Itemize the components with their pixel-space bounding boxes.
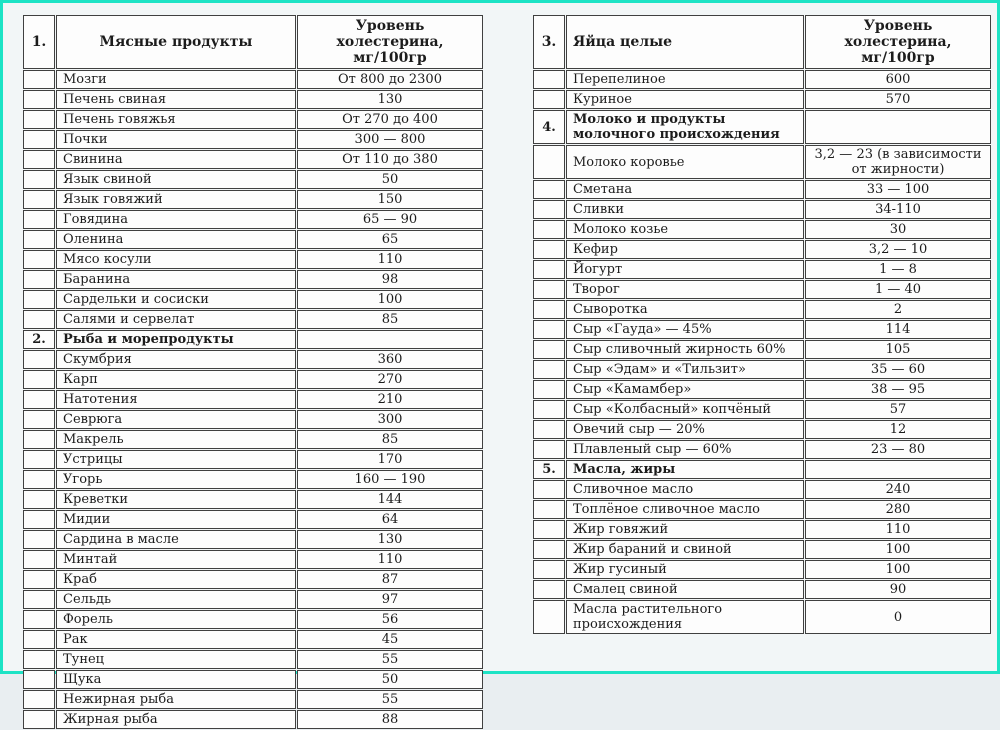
- cell-name: Сметана: [566, 180, 804, 199]
- cell-value: 130: [297, 530, 483, 549]
- cell-name: Мидии: [56, 510, 296, 529]
- cell-num: [533, 360, 565, 379]
- cell-name: Макрель: [56, 430, 296, 449]
- cell-num: 2.: [23, 330, 55, 349]
- cell-name: Натотения: [56, 390, 296, 409]
- cell-name: Куриное: [566, 90, 804, 109]
- cell-num: [23, 550, 55, 569]
- table-row-item: [533, 220, 991, 239]
- cell-value: 1 — 8: [805, 260, 991, 279]
- cell-num: [23, 270, 55, 289]
- cell-name: Сыр сливочный жирность 60%: [566, 340, 804, 359]
- cell-value: 55: [297, 650, 483, 669]
- cell-value: От 110 до 380: [297, 150, 483, 169]
- cell-name: Плавленый сыр — 60%: [566, 440, 804, 459]
- cell-num: [23, 170, 55, 189]
- cell-num: [533, 600, 565, 634]
- table-row-item: [533, 500, 991, 519]
- table-body-right: [533, 15, 991, 634]
- table-row-item: [23, 670, 483, 689]
- table-row-item: [533, 240, 991, 259]
- cell-name: Масла, жиры: [566, 460, 804, 479]
- cell-num: [533, 200, 565, 219]
- cell-name: Мясные продукты: [56, 15, 296, 69]
- table-row-header: [533, 15, 991, 69]
- cell-value: 34-110: [805, 200, 991, 219]
- cell-name: Жир говяжий: [566, 520, 804, 539]
- cell-num: [533, 340, 565, 359]
- cell-name: Печень свиная: [56, 90, 296, 109]
- cell-value: 210: [297, 390, 483, 409]
- cell-num: [533, 380, 565, 399]
- cell-value: 65: [297, 230, 483, 249]
- cell-num: [533, 260, 565, 279]
- cell-name: Мозги: [56, 70, 296, 89]
- table-row-item: [23, 290, 483, 309]
- cell-name: Карп: [56, 370, 296, 389]
- table-row-item: [23, 710, 483, 729]
- cell-num: [533, 320, 565, 339]
- cell-num: [533, 520, 565, 539]
- table-row-item: [533, 260, 991, 279]
- cell-name: Овечий сыр — 20%: [566, 420, 804, 439]
- cell-value: 144: [297, 490, 483, 509]
- cell-num: [23, 90, 55, 109]
- cell-num: [23, 590, 55, 609]
- cell-value: 110: [297, 550, 483, 569]
- table-row-category: [533, 460, 991, 479]
- table-row-item: [23, 270, 483, 289]
- table-row-item: [533, 480, 991, 499]
- cell-name: Жир гусиный: [566, 560, 804, 579]
- cell-num: [533, 420, 565, 439]
- cell-num: [533, 240, 565, 259]
- cell-num: [23, 710, 55, 729]
- cell-name: Смалец свиной: [566, 580, 804, 599]
- cell-name: Сыворотка: [566, 300, 804, 319]
- cell-value: 45: [297, 630, 483, 649]
- cell-name: Жир бараний и свиной: [566, 540, 804, 559]
- cell-value: 130: [297, 90, 483, 109]
- cell-name: Язык свиной: [56, 170, 296, 189]
- table-row-item: [533, 90, 991, 109]
- cell-name: Форель: [56, 610, 296, 629]
- table-row-item: [23, 470, 483, 489]
- table-row-item: [23, 450, 483, 469]
- cell-name: Рыба и морепродукты: [56, 330, 296, 349]
- cell-num: [23, 210, 55, 229]
- table-row-item: [533, 300, 991, 319]
- cell-value: 88: [297, 710, 483, 729]
- cell-name: Масла растительного происхождения: [566, 600, 804, 634]
- cell-value: 570: [805, 90, 991, 109]
- table-row-item: [23, 350, 483, 369]
- cholesterol-table-eggs-dairy-fats: [532, 14, 992, 635]
- table-row-item: [23, 530, 483, 549]
- cell-num: [533, 145, 565, 179]
- cell-num: [23, 430, 55, 449]
- table-row-item: [533, 580, 991, 599]
- cell-value: 240: [805, 480, 991, 499]
- cell-name: Творог: [566, 280, 804, 299]
- cell-value: 100: [805, 540, 991, 559]
- table-row-item: [23, 210, 483, 229]
- cell-num: [23, 150, 55, 169]
- cell-name: Сыр «Эдам» и «Тильзит»: [566, 360, 804, 379]
- cell-name: Рак: [56, 630, 296, 649]
- cell-num: 5.: [533, 460, 565, 479]
- cell-value: 90: [805, 580, 991, 599]
- cell-name: Угорь: [56, 470, 296, 489]
- table-row-item: [23, 70, 483, 89]
- table-row-item: [23, 590, 483, 609]
- cell-num: [23, 650, 55, 669]
- cell-value: 56: [297, 610, 483, 629]
- cell-num: [533, 480, 565, 499]
- table-row-category: [23, 330, 483, 349]
- cell-num: [23, 290, 55, 309]
- cell-name: Севрюга: [56, 410, 296, 429]
- cell-name: Язык говяжий: [56, 190, 296, 209]
- cell-value: 12: [805, 420, 991, 439]
- table-row-item: [533, 520, 991, 539]
- cell-num: [533, 70, 565, 89]
- table-row-item: [23, 430, 483, 449]
- table-row-item: [533, 420, 991, 439]
- cell-num: [533, 180, 565, 199]
- cell-value: 55: [297, 690, 483, 709]
- cell-num: [23, 410, 55, 429]
- table-row-item: [23, 550, 483, 569]
- cell-num: [23, 570, 55, 589]
- cell-value: 100: [297, 290, 483, 309]
- cell-num: [23, 490, 55, 509]
- cell-num: 4.: [533, 110, 565, 144]
- cell-name: Скумбрия: [56, 350, 296, 369]
- table-row-item: [533, 340, 991, 359]
- table-row-item: [23, 130, 483, 149]
- cell-name: Устрицы: [56, 450, 296, 469]
- cell-value: 3,2 — 23 (в зависимости от жирности): [805, 145, 991, 179]
- table-row-item: [533, 145, 991, 179]
- table-row-item: [23, 610, 483, 629]
- table-row-item: [533, 400, 991, 419]
- cell-name: Яйца целые: [566, 15, 804, 69]
- cell-value: 57: [805, 400, 991, 419]
- cell-value: 50: [297, 170, 483, 189]
- cell-value: 85: [297, 430, 483, 449]
- cell-num: [533, 500, 565, 519]
- cell-name: Сыр «Гауда» — 45%: [566, 320, 804, 339]
- table-row-item: [23, 250, 483, 269]
- cell-name: Перепелиное: [566, 70, 804, 89]
- table-row-item: [23, 170, 483, 189]
- cell-num: [533, 90, 565, 109]
- cell-value: 65 — 90: [297, 210, 483, 229]
- cell-value: 1 — 40: [805, 280, 991, 299]
- cell-num: [23, 310, 55, 329]
- cell-name: Молоко козье: [566, 220, 804, 239]
- cell-num: [23, 350, 55, 369]
- cell-value: 23 — 80: [805, 440, 991, 459]
- table-row-item: [533, 320, 991, 339]
- table-row-item: [533, 560, 991, 579]
- cell-name: Мясо косули: [56, 250, 296, 269]
- cell-value: 0: [805, 600, 991, 634]
- cell-name: Креветки: [56, 490, 296, 509]
- cell-num: [533, 280, 565, 299]
- cell-num: [23, 610, 55, 629]
- cell-value: 105: [805, 340, 991, 359]
- cell-num: [23, 390, 55, 409]
- cell-num: [533, 580, 565, 599]
- cell-name: Жирная рыба: [56, 710, 296, 729]
- table-row-item: [533, 440, 991, 459]
- cell-value: [805, 460, 991, 479]
- cell-name: Сардина в масле: [56, 530, 296, 549]
- cell-num: [23, 250, 55, 269]
- table-row-category: [533, 110, 991, 144]
- table-row-item: [23, 690, 483, 709]
- table-row-item: [23, 570, 483, 589]
- table-row-item: [23, 230, 483, 249]
- cell-num: [23, 690, 55, 709]
- cell-value: 280: [805, 500, 991, 519]
- cell-value: 33 — 100: [805, 180, 991, 199]
- cell-value: 114: [805, 320, 991, 339]
- table-row-item: [533, 380, 991, 399]
- cell-value: 150: [297, 190, 483, 209]
- table-row-item: [23, 310, 483, 329]
- cell-value: 170: [297, 450, 483, 469]
- table-row-item: [23, 510, 483, 529]
- cell-value: 50: [297, 670, 483, 689]
- cell-name: Краб: [56, 570, 296, 589]
- table-row-item: [23, 490, 483, 509]
- cell-num: [533, 300, 565, 319]
- cell-name: Баранина: [56, 270, 296, 289]
- table-row-item: [533, 540, 991, 559]
- table-row-header: [23, 15, 483, 69]
- cell-value: 3,2 — 10: [805, 240, 991, 259]
- table-row-item: [23, 630, 483, 649]
- cholesterol-table-meat-fish: [22, 14, 484, 730]
- cell-name: Минтай: [56, 550, 296, 569]
- cell-value: 35 — 60: [805, 360, 991, 379]
- cell-name: Молоко и продукты молочного происхождения: [566, 110, 804, 144]
- cell-num: 1.: [23, 15, 55, 69]
- cell-name: Сардельки и сосиски: [56, 290, 296, 309]
- cell-name: Салями и сервелат: [56, 310, 296, 329]
- cell-value: 110: [297, 250, 483, 269]
- cell-value: 2: [805, 300, 991, 319]
- cell-value: 300: [297, 410, 483, 429]
- cell-name: Сыр «Колбасный» копчёный: [566, 400, 804, 419]
- cell-name: Сливочное масло: [566, 480, 804, 499]
- cell-name: Свинина: [56, 150, 296, 169]
- cell-name: Оленина: [56, 230, 296, 249]
- table-row-item: [533, 200, 991, 219]
- cell-name: Печень говяжья: [56, 110, 296, 129]
- table-row-item: [533, 180, 991, 199]
- table-row-item: [23, 190, 483, 209]
- table-body-left: [23, 15, 483, 729]
- cell-name: Тунец: [56, 650, 296, 669]
- cell-value: 64: [297, 510, 483, 529]
- cell-num: 3.: [533, 15, 565, 69]
- table-row-item: [533, 280, 991, 299]
- cell-num: [23, 630, 55, 649]
- cell-num: [23, 470, 55, 489]
- cell-value: 87: [297, 570, 483, 589]
- table-row-item: [23, 370, 483, 389]
- cell-name: Сельдь: [56, 590, 296, 609]
- table-row-item: [23, 150, 483, 169]
- cell-value: 110: [805, 520, 991, 539]
- cell-value: 98: [297, 270, 483, 289]
- cell-value: Уровень холестерина, мг/100гр: [805, 15, 991, 69]
- table-row-item: [23, 90, 483, 109]
- table-row-item: [23, 390, 483, 409]
- cell-value: 100: [805, 560, 991, 579]
- cell-value: 97: [297, 590, 483, 609]
- cell-name: Нежирная рыба: [56, 690, 296, 709]
- cell-num: [533, 220, 565, 239]
- cell-num: [533, 400, 565, 419]
- cell-num: [533, 440, 565, 459]
- cell-value: 300 — 800: [297, 130, 483, 149]
- cell-name: Говядина: [56, 210, 296, 229]
- cell-value: 600: [805, 70, 991, 89]
- cell-name: Йогурт: [566, 260, 804, 279]
- cell-value: 85: [297, 310, 483, 329]
- cell-name: Почки: [56, 130, 296, 149]
- cell-value: 360: [297, 350, 483, 369]
- cell-num: [23, 70, 55, 89]
- table-row-item: [23, 410, 483, 429]
- cell-num: [23, 530, 55, 549]
- cell-num: [23, 230, 55, 249]
- cell-value: От 800 до 2300: [297, 70, 483, 89]
- table-row-item: [23, 110, 483, 129]
- cell-name: Сливки: [566, 200, 804, 219]
- cell-num: [533, 560, 565, 579]
- cell-name: Кефир: [566, 240, 804, 259]
- table-row-item: [533, 360, 991, 379]
- cell-value: 30: [805, 220, 991, 239]
- cell-num: [23, 670, 55, 689]
- cell-value: Уровень холестерина, мг/100гр: [297, 15, 483, 69]
- cell-name: Топлёное сливочное масло: [566, 500, 804, 519]
- cell-num: [23, 190, 55, 209]
- cell-num: [23, 510, 55, 529]
- cell-value: 38 — 95: [805, 380, 991, 399]
- cell-value: 270: [297, 370, 483, 389]
- cell-num: [23, 130, 55, 149]
- cell-value: 160 — 190: [297, 470, 483, 489]
- cell-num: [23, 370, 55, 389]
- table-row-item: [533, 600, 991, 634]
- cell-name: Сыр «Камамбер»: [566, 380, 804, 399]
- cell-num: [23, 450, 55, 469]
- cell-name: Молоко коровье: [566, 145, 804, 179]
- table-row-item: [23, 650, 483, 669]
- cell-value: [805, 110, 991, 144]
- cell-num: [533, 540, 565, 559]
- cell-name: Щука: [56, 670, 296, 689]
- cell-num: [23, 110, 55, 129]
- cell-value: [297, 330, 483, 349]
- table-row-item: [533, 70, 991, 89]
- cell-value: От 270 до 400: [297, 110, 483, 129]
